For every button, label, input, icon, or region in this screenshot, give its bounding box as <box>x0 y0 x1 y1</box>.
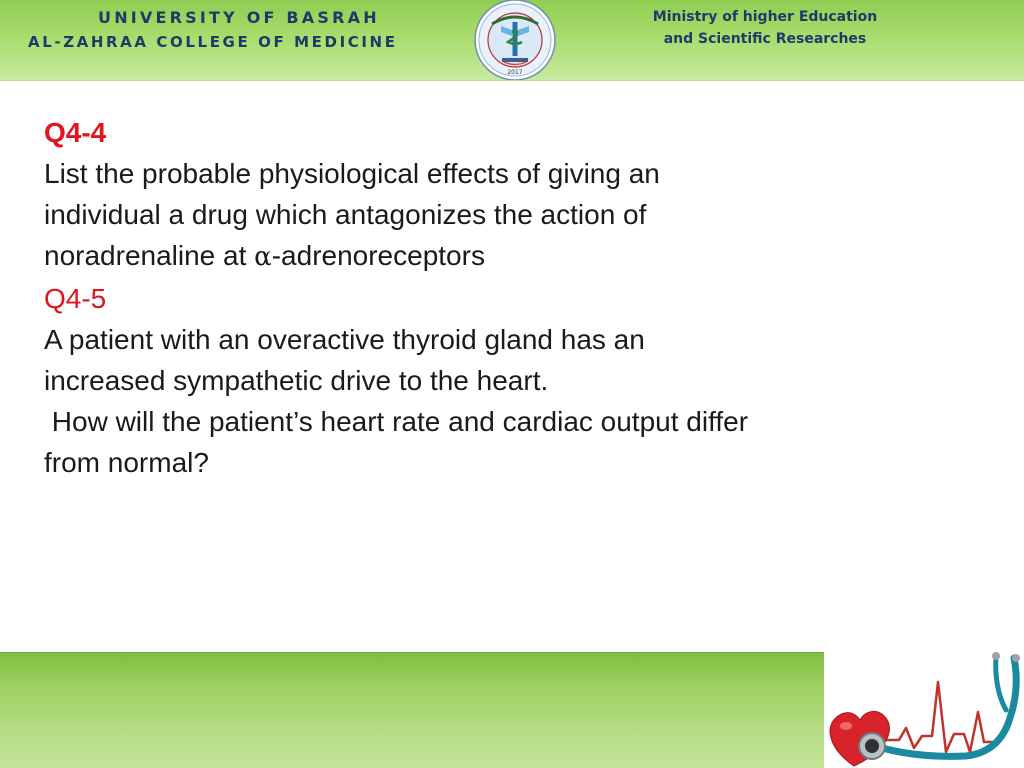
q4-5-line-4: from normal? <box>44 447 209 478</box>
heart-stethoscope-icon <box>824 648 1024 768</box>
university-logo-icon <box>468 0 562 80</box>
q4-5-line-1: A patient with an overactive thyroid gland has an <box>44 324 645 355</box>
footer-band <box>0 652 824 768</box>
question-label-q4-4: Q4-4 <box>44 117 107 148</box>
logo-year: 2017 <box>507 69 523 76</box>
university-name: UNIVERSITY OF BASRAH <box>98 8 380 27</box>
q4-5-line-2: increased sympathetic drive to the heart. <box>44 365 549 396</box>
question-label-q4-5: Q4-5 <box>44 283 107 314</box>
q4-4-line-3-end: -adrenoreceptors <box>271 240 485 271</box>
q4-4-line-1: List the probable physiological effects of giving an <box>44 158 660 189</box>
alpha-symbol: α <box>254 242 272 272</box>
q4-4-line-2: individual a drug which antagonizes the action of <box>44 199 647 230</box>
ministry-text <box>640 6 890 50</box>
slide-content <box>44 112 944 483</box>
q4-4-line-3 <box>44 235 944 278</box>
q4-4-line-3-start: noradrenaline at <box>44 240 255 271</box>
ministry-line-2: and Scientific Researches <box>663 31 867 47</box>
header-band <box>0 0 1024 81</box>
q4-5-line-3: How will the patient’s heart rate and cardiac output differ <box>44 406 749 437</box>
ministry-line-1: Ministry of higher Education <box>652 9 878 25</box>
college-name: AL-ZAHRAA COLLEGE OF MEDICINE <box>28 33 398 51</box>
